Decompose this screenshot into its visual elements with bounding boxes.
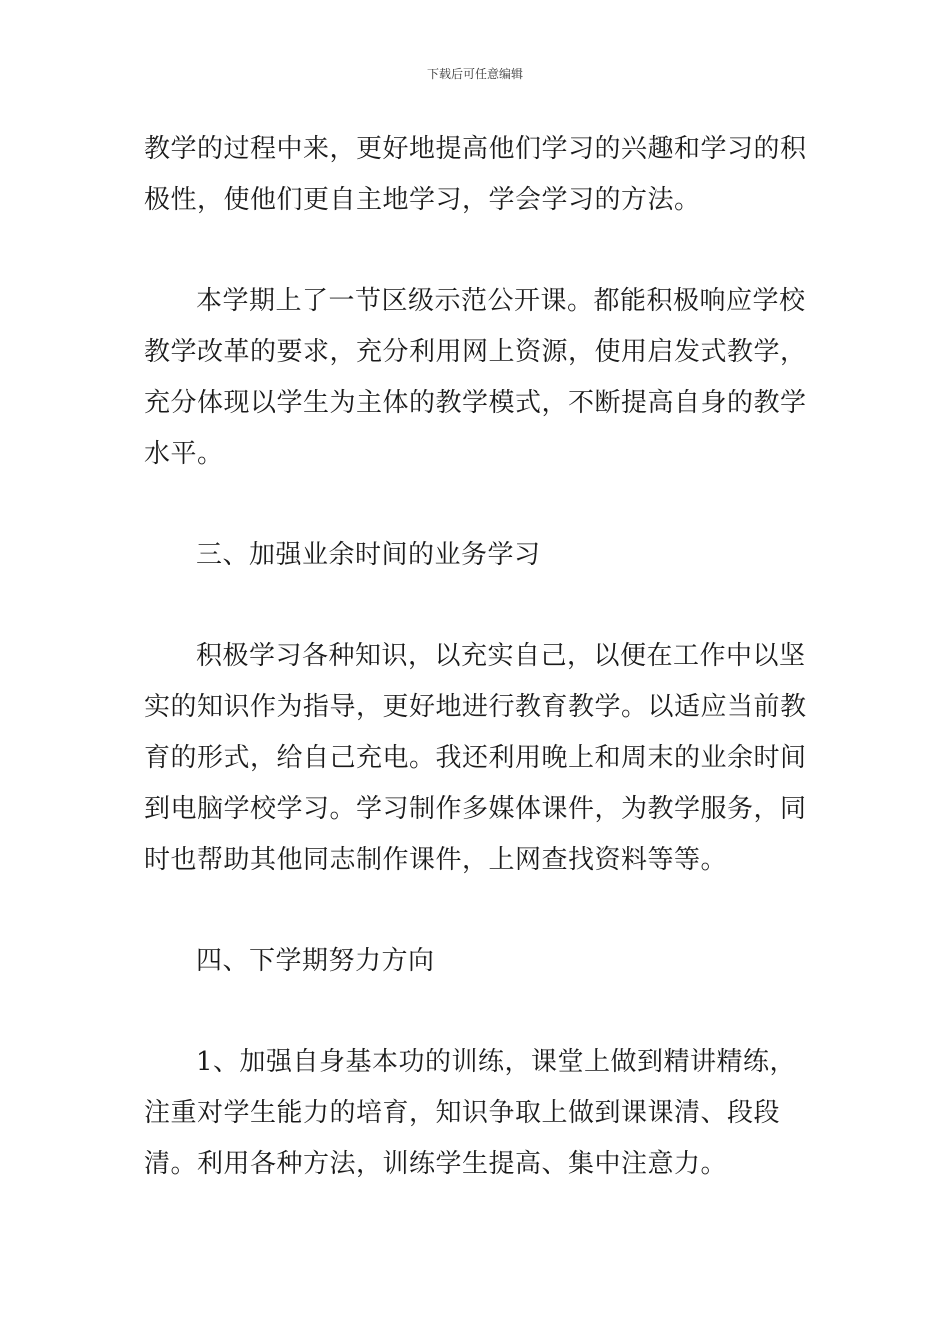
paragraph-self-study: 积极学习各种知识，以充实自己，以便在工作中以坚实的知识作为指导，更好地进行教育教学。以适应当前教育的形式，给自己充电。我还利用晚上和周末的业余时间到电脑学校学习。学习制作多媒体课件，为教学服务，同时也帮助其他同志制作课件，上网查找资料等等。 bbox=[144, 641, 807, 875]
paragraph-spacer bbox=[144, 581, 808, 631]
section-heading-three: 三、加强业余时间的业务学习 bbox=[196, 540, 541, 570]
paragraph-teaching-process: 教学的过程中来，更好地提高他们学习的兴趣和学习的积极性，使他们更自主地学习，学会学习的方法。 bbox=[144, 134, 807, 215]
paragraph-spacer bbox=[144, 987, 808, 1037]
paragraph-spacer bbox=[144, 480, 808, 530]
paragraph-spacer bbox=[144, 226, 808, 276]
page-header-note: 下载后可任意编辑 bbox=[426, 67, 523, 81]
paragraph-open-class: 本学期上了一节区级示范公开课。都能积极响应学校教学改革的要求，充分利用网上资源，使用启发式教学，充分体现以学生为主体的教学模式，不断提高自身的教学水平。 bbox=[144, 286, 807, 469]
document-body bbox=[144, 124, 808, 1190]
list-item-one: 1、加强自身基本功的训练，课堂上做到精讲精练，注重对学生能力的培育，知识争取上做到课课清、段段清。利用各种方法，训练学生提高、集中注意力。 bbox=[144, 1047, 797, 1179]
section-heading-four: 四、下学期努力方向 bbox=[196, 946, 435, 976]
paragraph-spacer bbox=[144, 886, 808, 936]
